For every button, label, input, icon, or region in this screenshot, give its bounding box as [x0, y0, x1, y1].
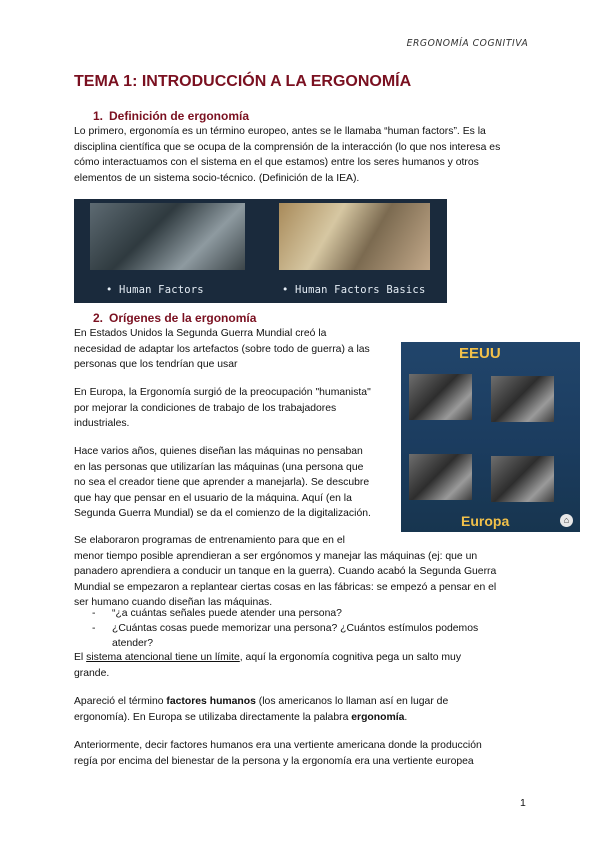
- text-span: El: [74, 652, 87, 663]
- section-2-paragraph-1: [74, 326, 370, 373]
- bold-term: factores humanos: [166, 696, 256, 707]
- text-line: regía por encima del bienestar de la persona y la ergonomía era una vertiente europea: [74, 755, 474, 767]
- list-dash: -: [92, 623, 96, 634]
- human-factors-banner-image: [74, 199, 447, 303]
- section-1-heading: [93, 109, 249, 123]
- text-line: [74, 650, 461, 666]
- text-line: Se elaboraron programas de entrenamiento para que en el: [74, 535, 345, 546]
- text-span: ergonomía). En Europa se utilizaba directamente la palabra: [74, 711, 352, 723]
- text-line: En Europa, la Ergonomía surgió de la preocupación "humanista": [74, 387, 371, 398]
- page-title: TEMA 1: INTRODUCCIÓN A LA ERGONOMÍA: [74, 73, 412, 90]
- section-2-number: 2.: [93, 311, 104, 325]
- section-2-heading: [93, 311, 256, 325]
- lab-worker-photo: [279, 203, 430, 270]
- section-2-paragraph-6: [74, 694, 448, 725]
- text-line: ser humano cuando diseñan las máquinas.: [74, 597, 273, 608]
- section-1-number: 1.: [93, 109, 104, 123]
- text-line: cómo interactuamos con el sistema en el que estamos) entre los seres humanos y otros: [74, 157, 479, 168]
- text-line: disciplina científica que se ocupa de la comprensión de la interacción (lo que nos interesa es: [74, 141, 501, 153]
- section-1-title: Definición de ergonomía: [109, 109, 250, 123]
- home-icon: ⌂: [560, 514, 573, 527]
- eeuu-europa-image: [401, 342, 580, 532]
- text-span: Apareció el término: [74, 696, 167, 707]
- text-line: necesidad de adaptar los artefactos (sobre todo de guerra) a las: [74, 343, 370, 355]
- text-line: Anteriormente, decir factores humanos era una vertiente americana donde la producción: [74, 740, 482, 751]
- europa-label: Europa: [461, 513, 510, 529]
- text-span: .: [404, 711, 408, 723]
- text-line: [74, 710, 448, 726]
- text-line: [74, 694, 448, 710]
- section-2-paragraph-3: [74, 444, 371, 522]
- list-item: [92, 606, 342, 622]
- section-2-paragraph-7: [74, 738, 482, 769]
- text-line: Segunda Guerra Mundial) se da el comienzo de la digitalización.: [74, 508, 371, 519]
- troops-photo: [491, 376, 554, 422]
- soldiers-photo: [409, 374, 472, 420]
- text-line: menor tiempo posible aprendieran a ser ergónomos y manejar las máquinas (ej: que un: [74, 550, 478, 562]
- text-line: panadero aprendiera a conducir un tanque en la guerra). Cuando acabó la Segunda Guerra: [74, 566, 497, 577]
- eeuu-label: EEUU: [459, 345, 501, 362]
- text-line: En Estados Unidos la Segunda Guerra Mundial creó la: [74, 328, 327, 339]
- section-2-paragraph-4: [74, 533, 496, 611]
- text-line: por mejorar la condiciones de trabajo de los trabajadores: [74, 402, 337, 414]
- text-line: Lo primero, ergonomía es un término europeo, antes se le llamaba “human factors”. Es la: [74, 126, 486, 137]
- text-line: que hay que pensar en el usuario de la máquina. Aquí (en la: [74, 492, 352, 504]
- machinery-photo: [409, 454, 472, 500]
- text-span: , aquí la ergonomía cognitiva pega un salto muy: [239, 652, 462, 663]
- section-1-paragraph: [74, 124, 500, 186]
- section-2-paragraph-5: [74, 650, 461, 681]
- page-number: 1: [520, 797, 526, 809]
- text-line: Mundial se empezaron a replantear ciertas cosas en las fábricas: se empezó a pensar en el: [74, 581, 497, 593]
- banner-caption-right: • Human Factors Basics: [282, 284, 426, 296]
- banner-caption-left: • Human Factors: [106, 284, 204, 296]
- text-span: (los americanos lo llaman así en lugar de: [255, 696, 449, 707]
- text-line: Hace varios años, quienes diseñan las máquinas no pensaban: [74, 446, 363, 457]
- underlined-phrase: sistema atencional tiene un límite: [86, 652, 240, 663]
- list-dash: -: [92, 608, 96, 619]
- robot-arm-photo: [90, 203, 245, 270]
- text-line: industriales.: [74, 418, 130, 429]
- bold-term: ergonomía: [351, 711, 405, 723]
- running-header: ERGONOMÍA COGNITIVA: [406, 38, 528, 49]
- text-line: en las personas que utilizarían las máquinas (una persona que: [74, 461, 364, 473]
- text-line: personas que los tendrían que usar: [74, 359, 238, 370]
- text-line: no sea el creador tiene que aprender a manejarla). Se descubre: [74, 477, 370, 488]
- text-line: grande.: [74, 667, 110, 679]
- list-item-text: atender?: [112, 638, 154, 649]
- list-item: [92, 621, 478, 637]
- text-line: elementos de un sistema socio-técnico. (Definición de la IEA).: [74, 172, 360, 184]
- list-item-text: “¿a cuántas señales puede atender una persona?: [112, 608, 342, 619]
- worker-photo: [491, 456, 554, 502]
- section-2-title: Orígenes de la ergonomía: [109, 311, 257, 325]
- list-item-text: ¿Cuántas cosas puede memorizar una persona? ¿Cuántos estímulos podemos: [112, 623, 479, 634]
- section-2-paragraph-2: [74, 385, 371, 432]
